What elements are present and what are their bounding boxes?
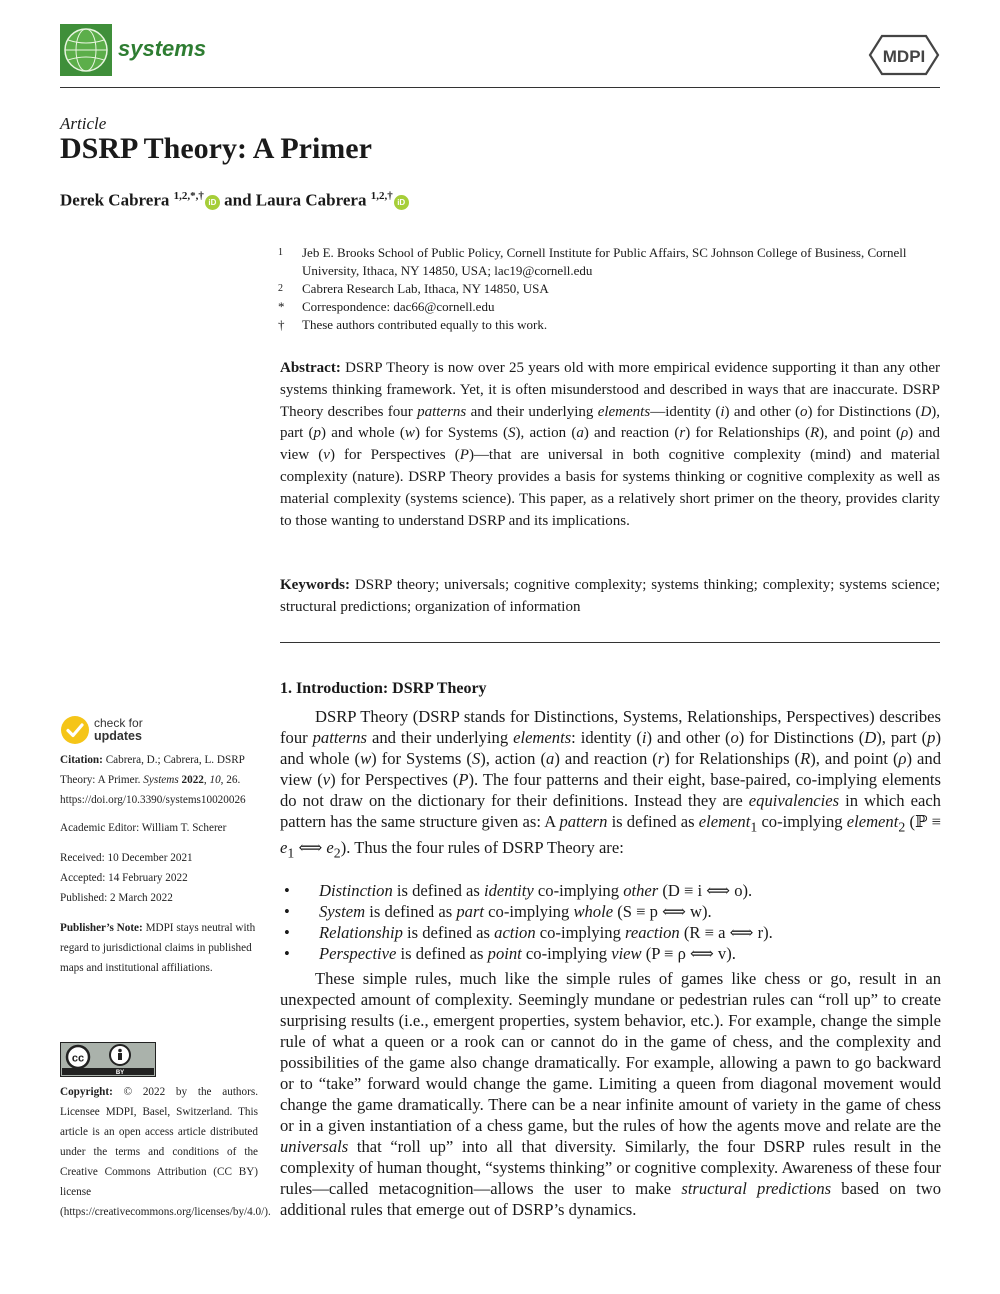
cc-by-license-badge[interactable] bbox=[60, 1042, 156, 1077]
author-affiliation-marks: 1,2,*,† bbox=[173, 190, 204, 202]
affiliation-item bbox=[278, 280, 943, 298]
affiliation-text: Cabrera Research Lab, Ithaca, NY 14850, USA bbox=[302, 281, 549, 296]
article-title: DSRP Theory: A Primer bbox=[60, 132, 372, 165]
equal-contribution-note: These authors contributed equally to this work. bbox=[302, 317, 548, 332]
list-item: • Perspective is defined as point co-implying view (P ≡ ρ ⟺ v). bbox=[280, 943, 940, 964]
publishers-note: Publisher’s Note: MDPI stays neutral with regard to jurisdictional claims in published maps and institutional affiliations. bbox=[60, 922, 256, 974]
section-divider bbox=[280, 642, 940, 643]
keywords-label: Keywords: bbox=[280, 577, 350, 593]
copyright-notice: Copyright: © 2022 by the authors. Licensee MDPI, Basel, Switzerland. This article is an open access article distributed under the terms and conditions of the Creative Commons Attribution (CC BY) license (https://creativecommons.org/licenses/by/4.0/). bbox=[60, 1086, 271, 1218]
academic-editor: Academic Editor: William T. Scherer bbox=[60, 822, 227, 834]
intro-paragraph: DSRP Theory (DSRP stands for Distinctions, Systems, Relationships, Perspectives) describes four patterns and their underlying elements: identity (i) and other (o) for Distinctions (D), part (p) and whole (w) for Systems (S), action (a) and reaction (r) for Relationships (R), and point (ρ) and view (v) for Perspectives (P). The four patterns and their eight, base-paired, co-implying elements do not draw on the dictionary for their definitions. Instead they are equivalencies in which each pattern has the same structure given as: A pattern is defined as element$_1$ co-implying element$_2$ (ℙ ≡ $e_1$ ⟺ $e_2$). Thus the four rules of DSRP Theory are: bbox=[280, 707, 942, 861]
list-item: • System is defined as part co-implying whole (S ≡ p ⟺ w). bbox=[280, 901, 940, 922]
bullet: • bbox=[284, 944, 290, 963]
cc-icon: cc bbox=[71, 1052, 85, 1065]
orcid-icon[interactable]: iD bbox=[394, 195, 409, 210]
affiliation-item bbox=[278, 298, 943, 316]
author-name[interactable]: Laura Cabrera bbox=[255, 190, 367, 210]
citation: Citation: Cabrera, D.; Cabrera, L. DSRP Theory: A Primer. Systems 2022, 10, 26. https://doi.org/10.3390/systems10020026 bbox=[60, 754, 246, 806]
article-info-sidebar bbox=[60, 750, 258, 978]
rules-list bbox=[280, 880, 940, 964]
journal-name: systems bbox=[118, 36, 207, 61]
by-label: BY bbox=[115, 1070, 125, 1076]
header-divider bbox=[60, 87, 940, 88]
orcid-icon[interactable]: iD bbox=[205, 195, 220, 210]
mdpi-logo bbox=[868, 34, 940, 76]
section-heading: 1. Introduction: DSRP Theory bbox=[280, 680, 487, 697]
check-updates-icon bbox=[60, 715, 90, 745]
article-type: Article bbox=[60, 114, 107, 133]
abstract: Abstract: DSRP Theory is now over 25 years old with more empirical evidence supporting it than any other systems thinking framework. Yet, it is often misunderstood and described in ways that are inaccurate. DSRP Theory describes four patterns and their underlying elements—identity (i) and other (o) for Distinctions (D), part (p) and whole (w) for Systems (S), action (a) and reaction (r) for Relationships (R), and point (ρ) and view (v) for Perspectives (P)—that are universal in both cognitive complexity (mind) and material complexity (nature). DSRP Theory provides a basis for systems thinking or cognitive complexity as well as material complexity (systems science). This paper, as a relatively short primer on the theory, provides clarity to those wanting to understand DSRP and its implications. bbox=[280, 360, 941, 529]
affiliation-mark: † bbox=[278, 317, 285, 332]
mdpi-logo-text: MDPI bbox=[882, 47, 926, 66]
list-item: • Distinction is defined as identity co-implying other (D ≡ i ⟺ o). bbox=[280, 880, 940, 901]
keywords-text: DSRP theory; universals; cognitive complexity; systems thinking; complexity; systems science; structural predictions; organization of information bbox=[280, 577, 940, 615]
bullet: • bbox=[284, 881, 290, 900]
affiliation-text: Jeb E. Brooks School of Public Policy, Cornell Institute for Public Affairs, SC Johnson College of Business, Cornell University, Ithaca, NY 14850, USA; lac19@cornell.edu bbox=[302, 245, 907, 278]
abstract-label: Abstract: bbox=[280, 360, 341, 376]
check-for-updates-button[interactable] bbox=[60, 715, 143, 745]
author-affiliation-marks: 1,2,† bbox=[370, 190, 393, 202]
affiliation-item bbox=[278, 316, 943, 334]
affiliations bbox=[278, 244, 943, 334]
correspondence-text: Correspondence: dac66@cornell.edu bbox=[302, 299, 495, 314]
author-list bbox=[60, 190, 409, 211]
journal-globe-logo bbox=[60, 24, 112, 76]
author-joiner: and bbox=[224, 190, 252, 210]
bullet: • bbox=[284, 923, 290, 942]
list-item: • Relationship is defined as action co-implying reaction (R ≡ a ⟺ r). bbox=[280, 922, 940, 943]
published-date: Published: 2 March 2022 bbox=[60, 892, 173, 904]
received-date: Received: 10 December 2021 bbox=[60, 852, 193, 864]
accepted-date: Accepted: 14 February 2022 bbox=[60, 872, 188, 884]
affiliation-item bbox=[278, 244, 943, 280]
bullet: • bbox=[284, 902, 290, 921]
author-name[interactable]: Derek Cabrera bbox=[60, 190, 170, 210]
affiliation-mark: 2 bbox=[278, 283, 283, 294]
dates bbox=[60, 848, 258, 908]
affiliation-mark: 1 bbox=[278, 247, 283, 258]
keywords bbox=[280, 575, 940, 619]
check-updates-line2: updates bbox=[94, 729, 142, 743]
check-updates-line1: check for bbox=[94, 716, 143, 730]
affiliation-mark: * bbox=[278, 299, 285, 314]
body-paragraph: These simple rules, much like the simple rules of games like chess or go, result in an unexpected amount of complexity. Seemingly mundane or pedestrian rules can “roll up” to create surprising results (i.e., emergent properties, system behavior, etc.). For example, change the simple rule of what a queen or a rook can or cannot do in the game of chess, and the complexity and possibilities of the game also change dramatically. For example, allowing a pawn to go backward or to “take” forward would change the game. Limiting a queen from diagonal movement would change the game dramatically. There can be a near infinite amount of variety in the game of chess or in a given instantiation of a chess game, but the rules of how the agents move and relate are the universals that “roll up” into all that diversity. Similarly, the four DSRP rules result in the complexity of human thought, “systems thinking” or cognitive complexity. Awareness of these four rules—called metacognition—allows the user to make structural predictions based on two additional rules that emerge out of DSRP’s dynamics. bbox=[280, 969, 942, 1219]
person-icon bbox=[118, 1049, 122, 1053]
